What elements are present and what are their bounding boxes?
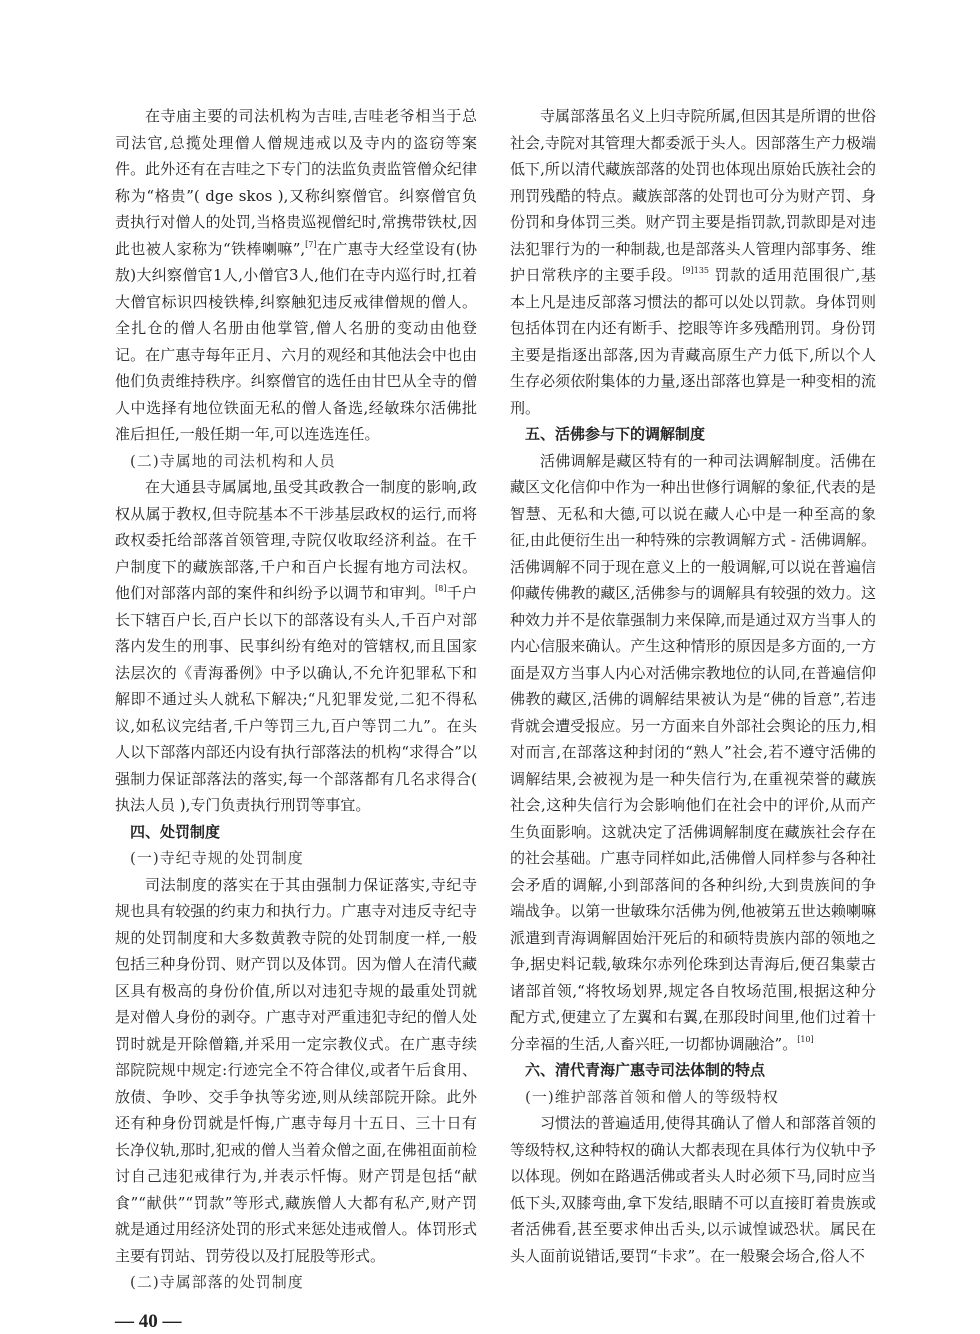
subsection-heading: (二)寺属部落的处罚制度: [130, 1273, 304, 1291]
subsection-heading: (二)寺属地的司法机构和人员: [130, 451, 336, 470]
paragraph: [510, 448, 876, 1058]
paragraph: 习惯法的普遍适用,使得其确认了僧人和部落首领的等级特权,这种特权的确认大都表现在具体行为仪轨中予以体现。例如在路遇活佛或者头人时必须下马,同时应当低下头,双膝弯曲,拿下发结,眼睛不可以直接盯着贵族或者活佛看,甚至要求伸出舌头,以示诚惶诚恐状。属民在头人面前说错话,要罚“卡求”。在一般聚会场合,俗人不: [510, 1114, 876, 1265]
paragraph: [115, 103, 477, 448]
paragraph-text: 活佛调解是藏区特有的一种司法调解制度。活佛在藏区文化信仰中作为一种出世修行调解的象征,代表的是智慧、无私和大德,可以说在藏人心中是一种至高的象征,由此便衍生出一种特殊的宗教调解方式 - 活佛调解。活佛调解不同于现在意义上的一般调解,可以说在普遍信仰藏传佛教的藏区,活佛参与的调解具有较强的效力。这种效力并不是依靠强制力来保障,而是通过双方当事人的内心信服来确认。产生这种情形的原因是多方面的,一方面是双方当事人内心对活佛宗教地位的认同,在普遍信仰佛教的藏区,活佛的调解结果被认为是“佛的旨意”,若违背就会遭受报应。另一方面来自外部社会舆论的压力,相对而言,在部落这种封闭的“熟人”社会,若不遵守活佛的调解结果,会被视为是一种失信行为,在重视荣誉的藏族社会,这种失信行为会影响他们在社会中的评价,从而产生负面影响。这就决定了活佛调解制度在藏族社会存在的社会基础。广惠寺同样如此,活佛僧人同样参与各种社会矛盾的调解,小到部落间的各种纠纷,大到贵族间的争端战争。以第一世敏珠尔活佛为例,他被第五世达赖喇嘛派遣到青海调解固始汗死后的和硕特贵族内部的领地之争,据史料记载,敏珠尔赤列伦珠到达青海后,便召集蒙古诸部首领,“将牧场划界,规定各自牧场范围,根据这种分配方式,便建立了左翼和右翼,在那段时间里,他们过着十分幸福的生活,人畜兴旺,一切都协调融洽”。: [510, 451, 876, 1053]
left-column: [115, 103, 477, 1334]
paragraph: [115, 474, 477, 819]
right-column: [510, 103, 876, 1269]
paragraph-text: 千户长下辖百户长,百户长以下的部落设有头人,千百户对部落内发生的刑事、民事纠纷有绝对的管辖权,而且国家法层次的《青海番例》中予以确认,不允许犯罪私下和解即不通过头人就私下解决;“凡犯罪发觉,二犯不得私议,如私议完结者,千户等罚三九,百户等罚二九”。在头人以下部落内部还内设有执行部落法的机构“求得合”以强制力保证部落法的落实,每一个部落都有几名求得合( 执法人员 ),专门负责执行刑罚等事宜。: [115, 584, 477, 814]
citation: [10]: [797, 1034, 814, 1044]
section-heading: 六、清代青海广惠寺司法体制的特点: [525, 1061, 766, 1079]
page-number: — 40 —: [115, 1310, 182, 1332]
paragraph: [510, 103, 876, 421]
paragraph-text: 寺属部落虽名义上归寺院所属,但因其是所谓的世俗社会,寺院对其管理大都委派于头人。因部落生产力极端低下,所以清代藏族部落的处罚也体现出原始氏族社会的刑罚残酷的特点。藏族部落的处罚也可分为财产罚、身份罚和身体罚三类。财产罚主要是指罚款,罚款即是对违法犯罪行为的一种制裁,也是部落头人管理内部事务、维护日常秩序的主要手段。: [510, 107, 876, 284]
section-heading: 五、活佛参与下的调解制度: [525, 425, 706, 443]
section-heading: 四、处罚制度: [130, 822, 221, 841]
paragraph-text: 在寺庙主要的司法机构为吉哇,吉哇老爷相当于总司法官,总揽处理僧人僧规违戒以及寺内的盗窃等案件。此外还有在吉哇之下专门的法监负责监管僧众纪律称为“格贵”( dge skos ),又称纠察僧官。纠察僧官负责执行对僧人的处罚,当格贵巡视僧纪时,常携带铁杖,因此也被人家称为“铁棒喇嘛”,: [115, 107, 477, 258]
paragraph-text: 罚款的适用范围很广,基本上凡是违反部落习惯法的都可以处以罚款。身体罚则包括体罚在内还有断手、挖眼等许多残酷刑罚。身份罚主要是指逐出部落,因为青藏高原生产力低下,所以个人生存必须依附集体的力量,逐出部落也算是一种变相的流刑。: [510, 266, 876, 417]
subsection-heading: (一)维护部落首领和僧人的等级特权: [525, 1087, 779, 1106]
subsection-heading: (一)寺纪寺规的处罚制度: [130, 849, 304, 867]
paragraph: 司法制度的落实在于其由强制力保证落实,寺纪寺规也具有较强的约束力和执行力。广惠寺对违反寺纪寺规的处罚制度和大多数黄教寺院的处罚制度一样,一般包括三种身份罚、财产罚以及体罚。因为僧人在清代藏区具有极高的身份价值,所以对违犯寺规的最重处罚就是对僧人身份的剥夺。广惠寺对严重违犯寺纪的僧人处罚时就是开除僧籍,并采用一定宗教仪式。在广惠寺续部院院规中规定:行迹完全不符合律仪,或者午后食用、放债、争吵、交手争执等劣迹,则从续部院开除。此外还有种身份罚就是忏悔,广惠寺每月十五日、三十日有长净仪轨,那时,犯戒的僧人当着众僧之面,在佛祖面前检讨自己违犯戒律行为,并表示忏悔。财产罚是包括“献食”“献供”“罚款”等形式,藏族僧人大都有私产,财产罚就是通过用经济处罚的形式来惩处违戒僧人。体罚形式主要有罚站、罚劳役以及打屁股等形式。: [115, 875, 477, 1265]
citation: [7]: [305, 239, 317, 249]
paragraph-text: 在大通县寺属属地,虽受其政教合一制度的影响,政权从属于教权,但寺院基本不干涉基层政权的运行,而将政权委托给部落首领管理,寺院仅收取经济利益。在千户制度下的藏族部落,千户和百户长握有地方司法权。他们对部落内部的案件和纠纷予以调节和审判。: [115, 478, 477, 602]
citation: [9]135: [682, 266, 710, 275]
paragraph-text: 在广惠寺大经堂设有(协敖)大纠察僧官1人,小僧官3人,他们在寺内巡行时,扛着大僧官标识四棱铁棒,纠察触犯违反戒律僧规的僧人。全扎仓的僧人名册由他掌管,僧人名册的变动由他登记。在广惠寺每年正月、六月的观经和其他法会中也由他们负责维持秩序。纠察僧官的选任由甘巴从全寺的僧人中选择有地位铁面无私的僧人备选,经敏珠尔活佛批准后担任,一般任期一年,可以连选连任。: [115, 239, 478, 443]
citation: [8]: [435, 584, 447, 593]
